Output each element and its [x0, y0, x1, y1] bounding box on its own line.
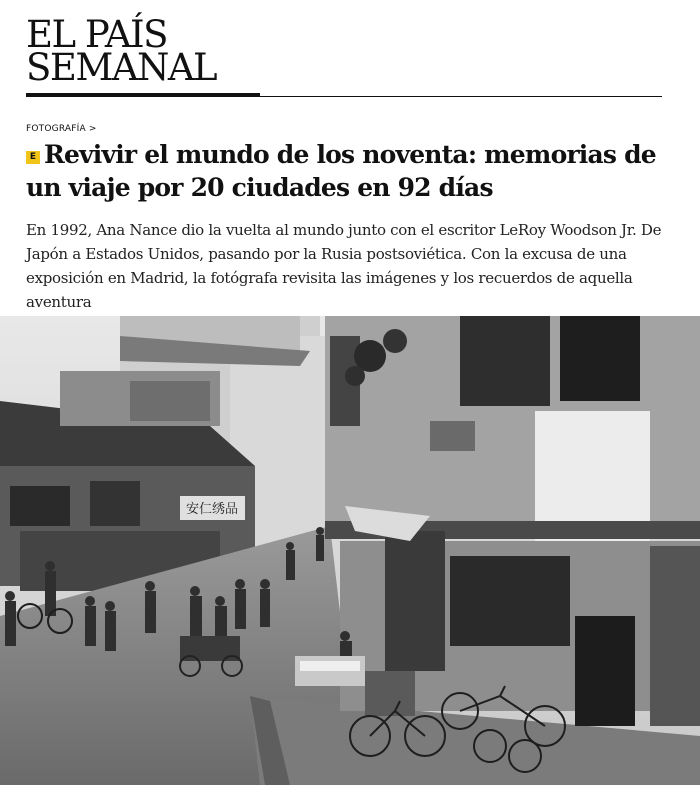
article-headline: [26, 138, 676, 204]
street-scene-illustration: [0, 316, 700, 785]
headline-text: Revivir el mundo de los noventa: memorias de un viaje por 20 ciudades en 92 días: [26, 140, 656, 202]
masthead-logo[interactable]: [26, 13, 217, 89]
el-pais-e-badge-icon: E: [26, 151, 40, 164]
section-breadcrumb[interactable]: FOTOGRAFÍA >: [26, 124, 97, 134]
article-dek: En 1992, Ana Nance dio la vuelta al mundo junto con el escritor LeRoy Woodson Jr. De Japón a Estados Unidos, pasando por la Rusia postsoviética. Con la excusa de una exposición en Madrid, la fotógrafa revisita las imágenes y los recuerdos de aquella aventura: [26, 221, 662, 311]
shop-sign: 安仁绣品: [185, 502, 239, 517]
masthead-line-1: EL PAÍS: [26, 13, 168, 56]
masthead-rule: [260, 96, 662, 97]
masthead-line-2: SEMANAL: [26, 46, 217, 89]
masthead-bar: [26, 93, 260, 97]
lead-photo: [0, 316, 700, 785]
